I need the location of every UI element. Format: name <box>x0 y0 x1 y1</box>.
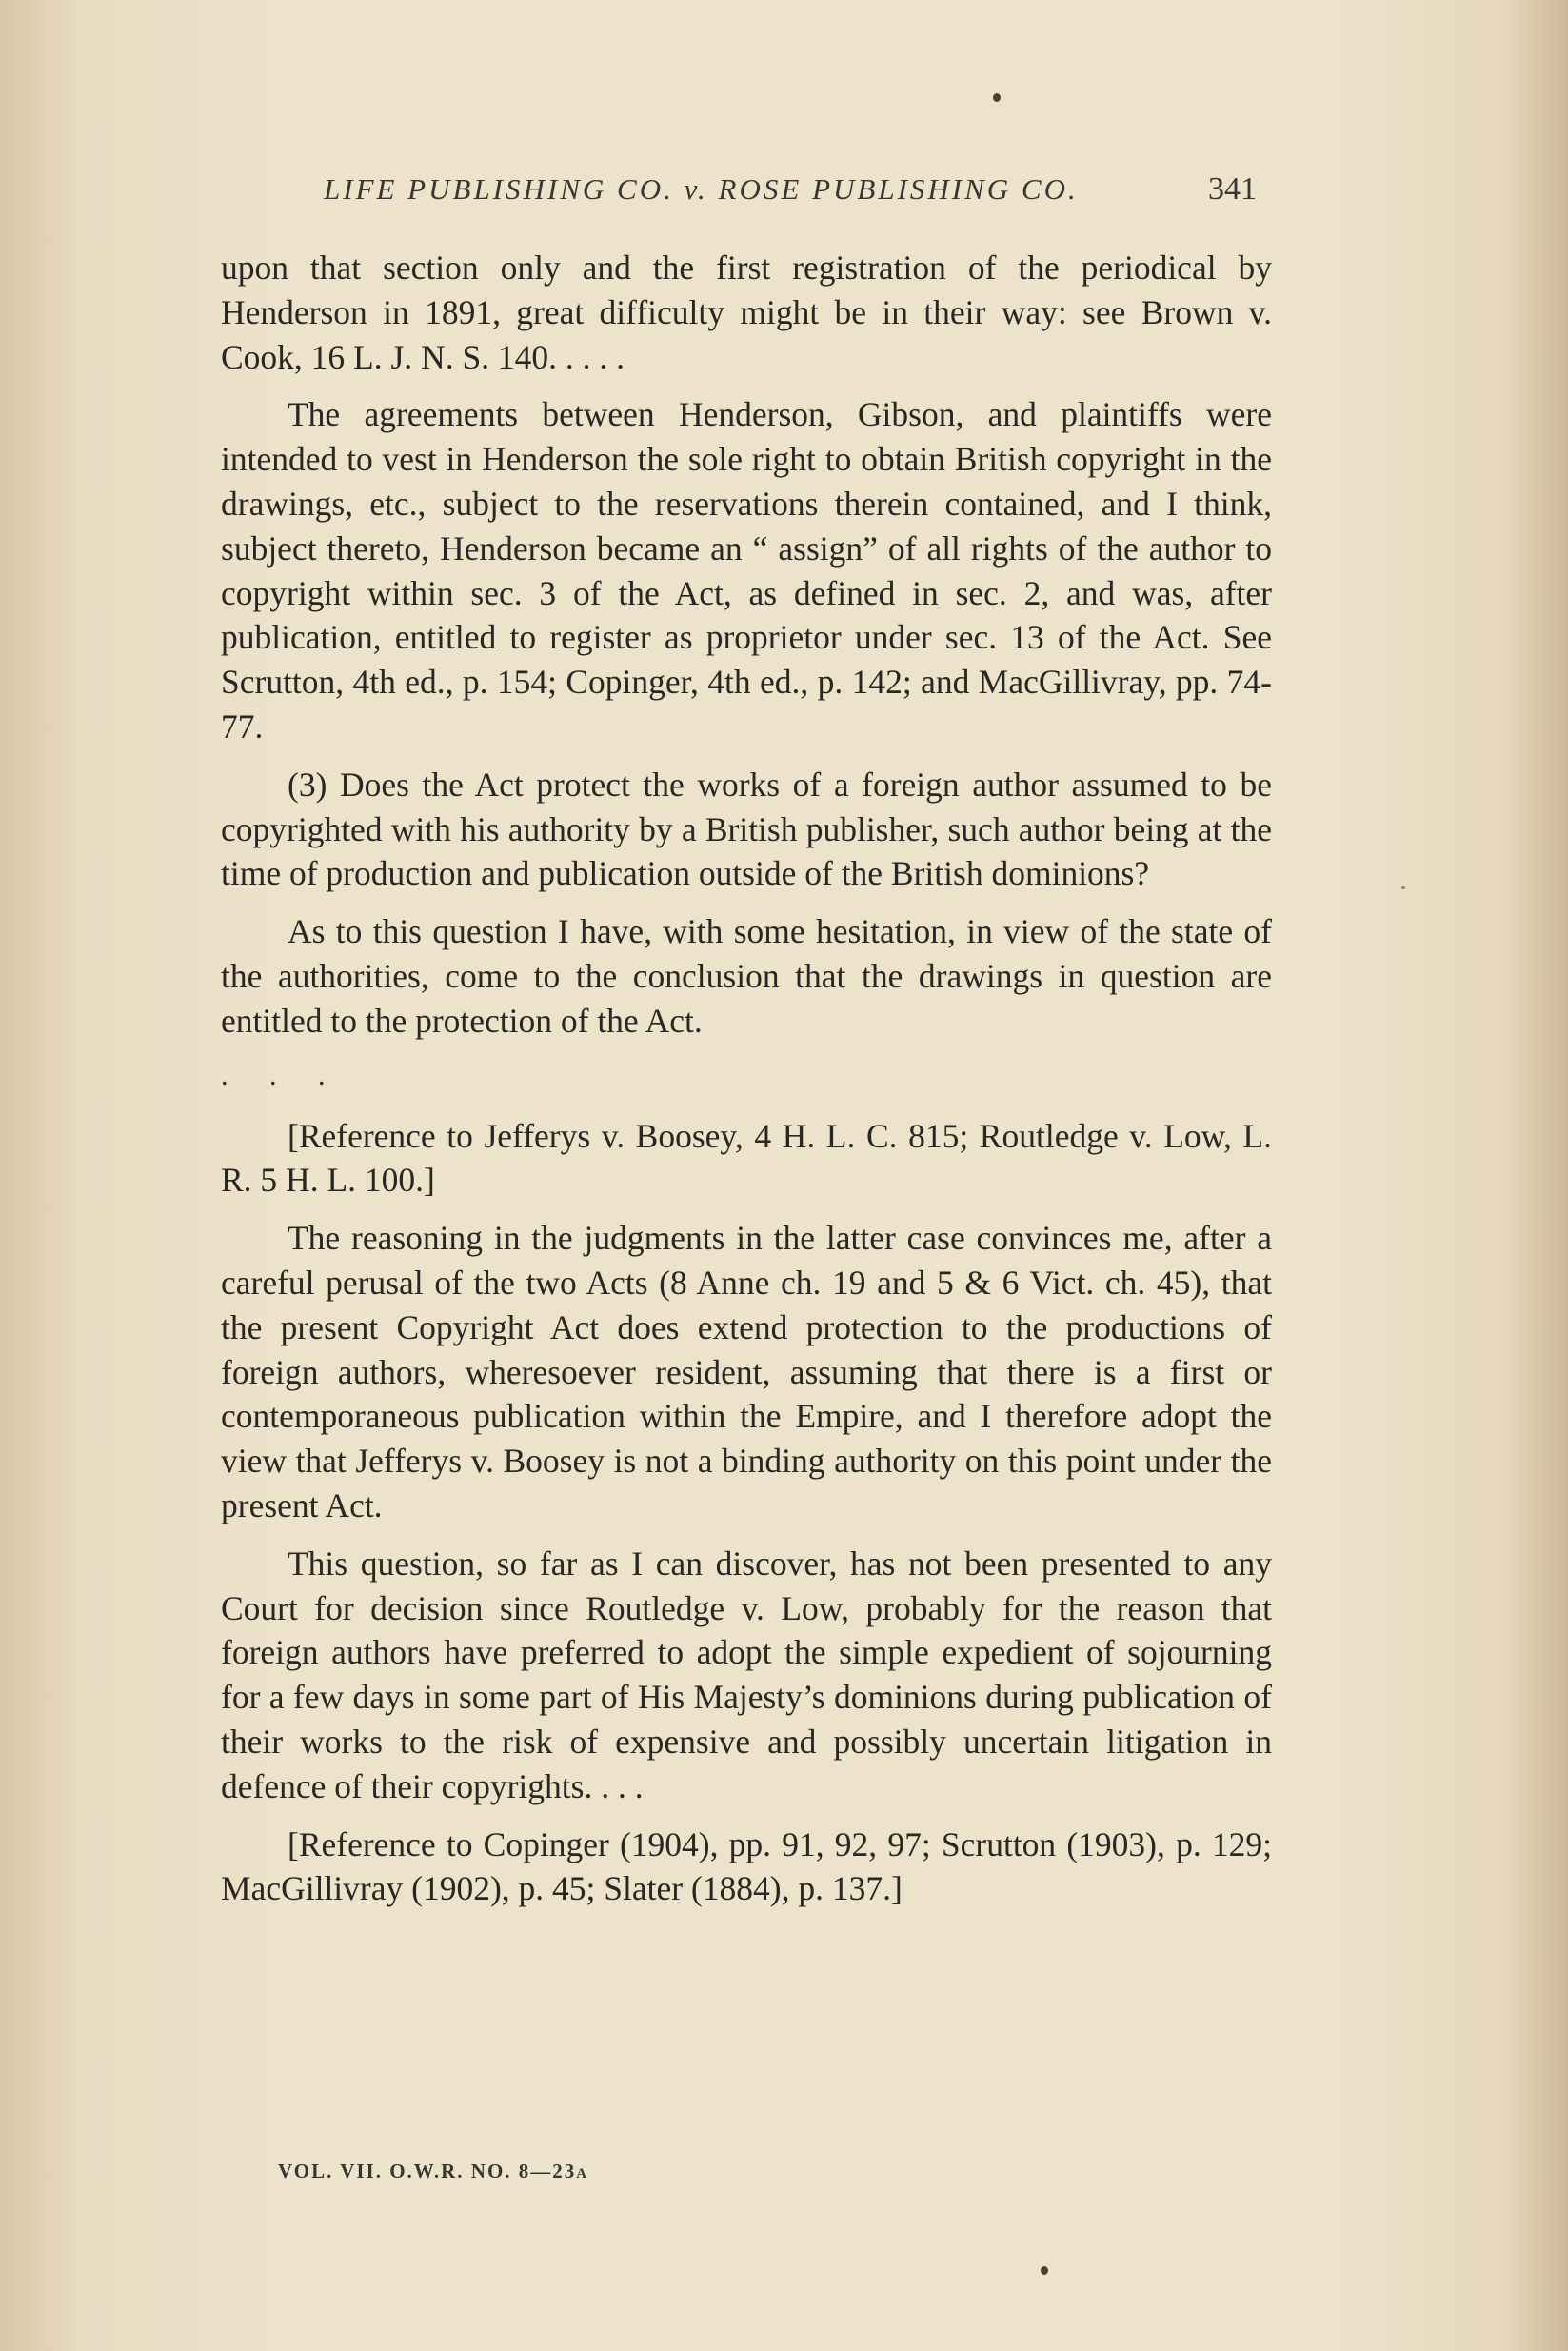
paragraph-reference-copinger: [Reference to Copinger (1904), pp. 91, 92, 97; Scrutton (1903), p. 129; MacGillivray (1902), p. 45; Slater (1884), p. 137.] <box>221 1824 1272 1908</box>
paragraph-reference-jefferys: [Reference to Jefferys v. Boosey, 4 H. L. C. 815; Routledge v. Low, L. R. 5 H. L. 100.] <box>221 1116 1272 1200</box>
paragraph-discussion: This question, so far as I can discover, has not been presented to any Court for decision since Routledge v. Low, probably for the reason that foreign authors have preferred to adopt the simple expedient of sojourning for a few days in some part of His Majesty’s dominions during publication of their works to the risk of expensive and possibly uncertain litigation in defence of their copyrights. . . . <box>221 1544 1272 1805</box>
paragraph-question-3: (3) Does the Act protect the works of a foreign author assumed to be copyrighted with his authority by a British publisher, such author being at the time of production and publication outside of the British dominions? <box>221 765 1272 893</box>
page-number: 341 <box>1208 171 1257 207</box>
paragraph-reasoning: The reasoning in the judgments in the latter case convinces me, after a careful perusal of the two Acts (8 Anne ch. 19 and 5 & 6 Vict. ch. 45), that the present Copyright Act does extend protection to the productions of foreign authors, wheresoever resident, assuming that there is a first or contemporaneous publication within the Empire, and I therefore adopt the view that Jefferys v. Boosey is not a binding authority on this point under the present Act. <box>221 1219 1272 1524</box>
ink-speck-bottom <box>1041 2266 1048 2275</box>
ink-speck-right <box>1401 886 1405 889</box>
signature-mark: VOL. VII. O.W.R. NO. 8—23a <box>278 2160 589 2182</box>
paragraph-answer: As to this question I have, with some hesitation, in view of the state of the authorities, come to the conclusion that the drawings in question are entitled to the protection of the Act. <box>221 912 1272 1040</box>
paragraph-agreements: The agreements between Henderson, Gibson, and plaintiffs were intended to vest in Henderson the sole right to obtain British copyright in the drawings, etc., subject to the reservations therein contained, and I think, subject thereto, Henderson became an “ assign” of all rights of the author to copyright within sec. 3 of the Act, as defined in sec. 2, and was, after publication, entitled to register as proprietor under sec. 13 of the Act. See Scrutton, 4th ed., p. 154; Copinger, 4th ed., p. 142; and MacGillivray, pp. 74-77. <box>221 395 1272 746</box>
paragraph-continuation: upon that section only and the first registration of the periodical by Henderson in 1891, great difficulty might be in their way: see Brown v. Cook, 16 L. J. N. S. 140. . . . . <box>221 249 1272 376</box>
running-title: LIFE PUBLISHING CO. v. ROSE PUBLISHING CO. <box>324 172 1079 206</box>
body-text <box>221 246 1272 1924</box>
ellipsis-break: . . . <box>221 1059 343 1091</box>
ink-speck-top <box>993 93 1001 102</box>
running-head <box>324 171 1257 208</box>
